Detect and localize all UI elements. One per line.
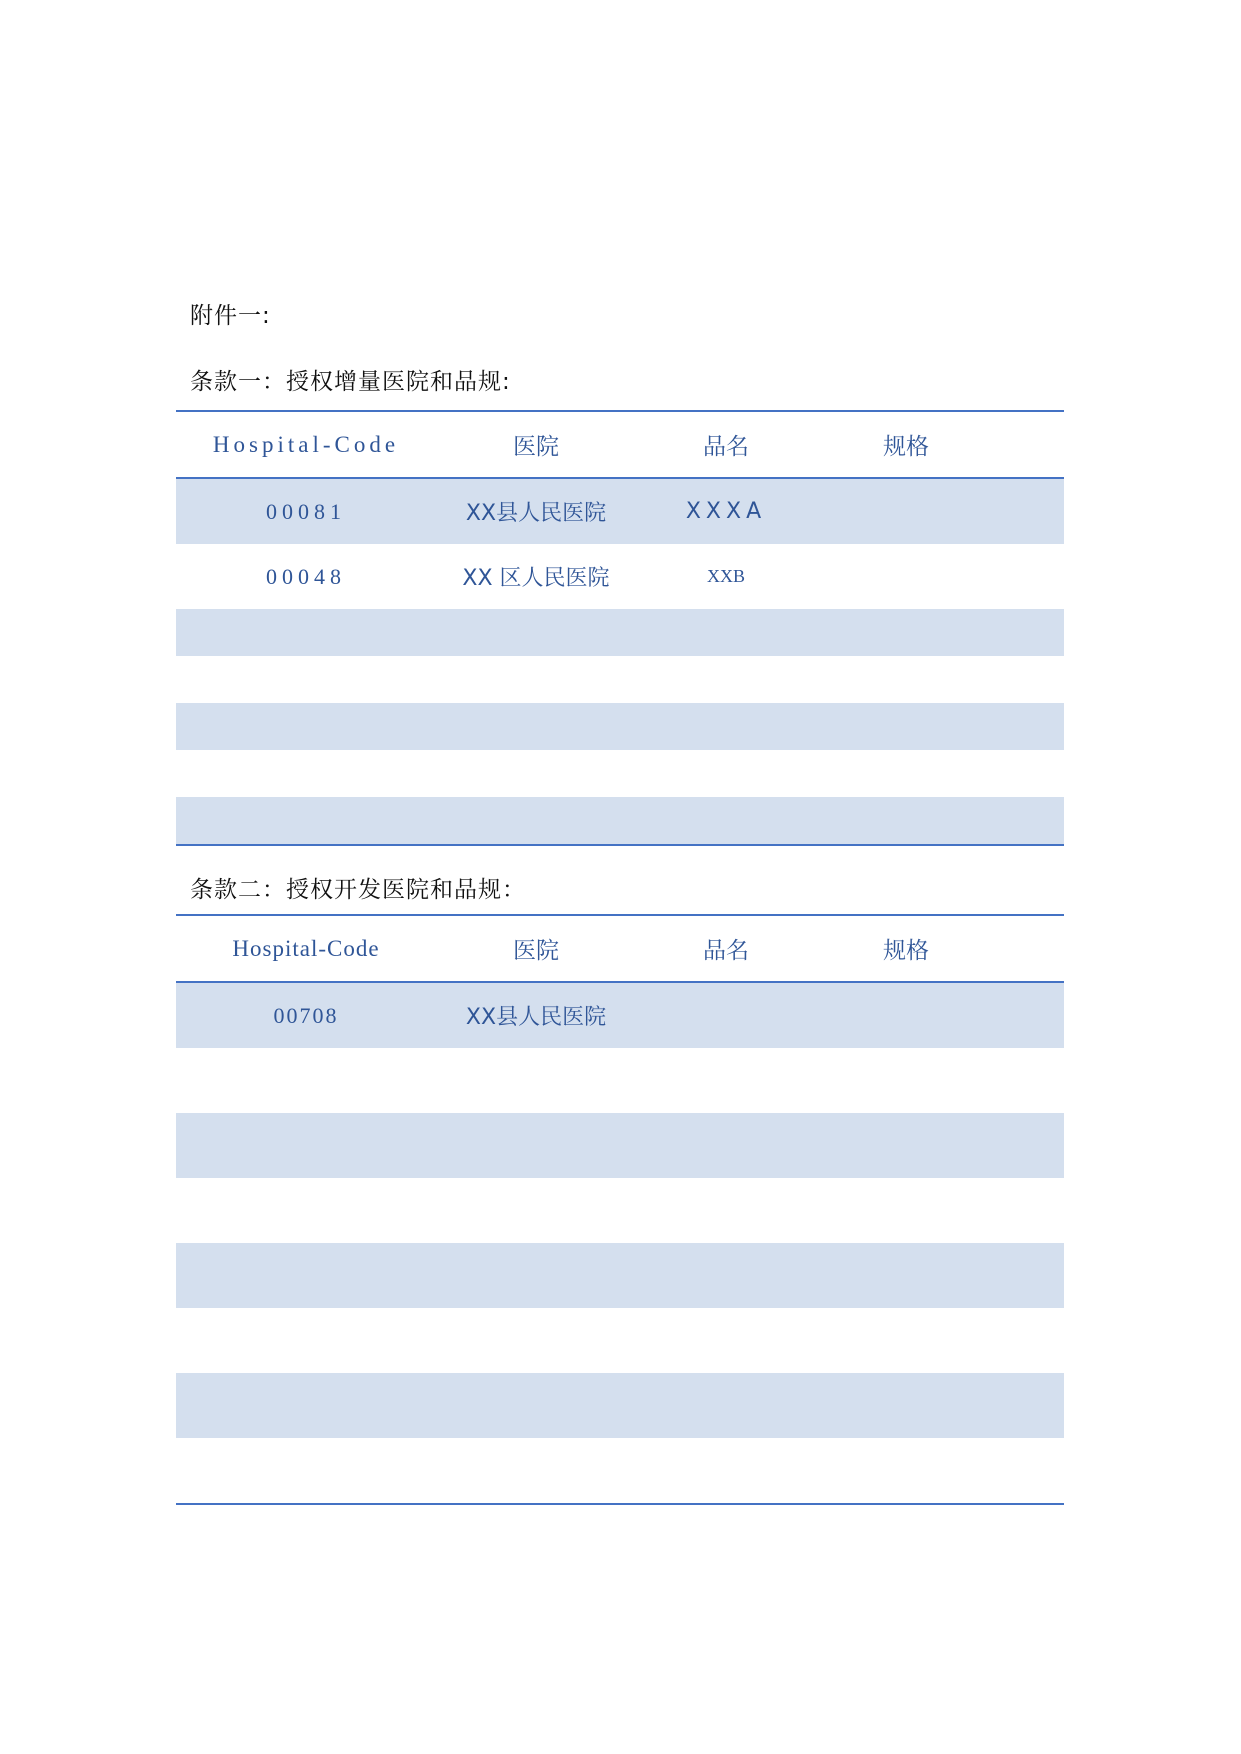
cell-product <box>636 1373 816 1438</box>
cell-spec <box>816 750 996 797</box>
cell-product: XXXA <box>685 499 767 524</box>
table-row <box>176 1113 1064 1178</box>
cell-code <box>176 1373 436 1438</box>
cell-code <box>176 656 436 703</box>
cell-product <box>636 1308 816 1373</box>
header-spec: 规格 <box>883 938 929 964</box>
cell-code <box>176 750 436 797</box>
header-hospital: 医院 <box>513 938 559 964</box>
table-row <box>176 544 1064 609</box>
cell-code <box>176 1308 436 1373</box>
cell-spec <box>816 1373 996 1438</box>
cell-product <box>636 1178 816 1243</box>
cell-hospital: XX县人民医院 <box>465 1005 607 1030</box>
clause1-table <box>176 410 1064 846</box>
cell-spec <box>816 609 996 656</box>
cell-hospital <box>436 609 636 656</box>
cell-code <box>176 609 436 656</box>
table-row <box>176 1373 1064 1438</box>
cell-hospital <box>436 1113 636 1178</box>
table-row <box>176 1438 1064 1503</box>
attachment-title: 附件一: <box>190 303 271 329</box>
header-hospital: 医院 <box>513 434 559 460</box>
cell-spec <box>816 797 996 844</box>
cell-spec <box>816 656 996 703</box>
table-row <box>176 656 1064 703</box>
cell-hospital <box>436 1048 636 1113</box>
clause2-table <box>176 914 1064 1505</box>
cell-hospital <box>436 750 636 797</box>
cell-code: 00708 <box>273 1002 339 1028</box>
cell-hospital <box>436 703 636 750</box>
table-row <box>176 750 1064 797</box>
cell-code <box>176 1243 436 1308</box>
table-row <box>176 1308 1064 1373</box>
cell-code: 00081 <box>266 498 346 524</box>
table-bottom-rule <box>176 1503 1064 1505</box>
cell-hospital <box>436 1178 636 1243</box>
cell-hospital <box>436 1308 636 1373</box>
cell-product <box>636 1243 816 1308</box>
clause1-title: 条款一：授权增量医院和品规: <box>190 369 511 395</box>
table-row <box>176 479 1064 544</box>
header-hospital-code: Hospital-Code <box>212 431 400 457</box>
header-product: 品名 <box>703 434 749 460</box>
cell-hospital <box>436 797 636 844</box>
cell-spec <box>816 1308 996 1373</box>
cell-product <box>636 1048 816 1113</box>
table-bottom-rule <box>176 844 1064 846</box>
cell-spec <box>816 1438 996 1503</box>
cell-code <box>176 1048 436 1113</box>
cell-spec <box>816 1113 996 1178</box>
table-header-row <box>176 916 1064 981</box>
cell-product <box>636 750 816 797</box>
cell-code <box>176 1113 436 1178</box>
cell-spec <box>816 1048 996 1113</box>
cell-product <box>636 1113 816 1178</box>
cell-hospital <box>436 1373 636 1438</box>
cell-product <box>636 983 816 1048</box>
cell-product <box>636 797 816 844</box>
cell-product <box>636 703 816 750</box>
table-row <box>176 1048 1064 1113</box>
table-header-row <box>176 412 1064 477</box>
header-spec: 规格 <box>883 434 929 460</box>
cell-code <box>176 1178 436 1243</box>
cell-hospital <box>436 1243 636 1308</box>
table-row <box>176 703 1064 750</box>
cell-hospital: XX县人民医院 <box>465 501 607 526</box>
cell-code <box>176 703 436 750</box>
cell-product <box>636 609 816 656</box>
cell-code <box>176 1438 436 1503</box>
cell-product <box>636 656 816 703</box>
cell-spec <box>816 703 996 750</box>
header-hospital-code: Hospital-Code <box>232 935 380 961</box>
cell-spec <box>816 544 996 609</box>
cell-spec <box>816 983 996 1048</box>
cell-spec <box>816 1178 996 1243</box>
cell-code <box>176 797 436 844</box>
table-row <box>176 1243 1064 1308</box>
table-row <box>176 1178 1064 1243</box>
cell-product <box>636 1438 816 1503</box>
cell-code: 00048 <box>266 563 346 589</box>
cell-hospital: XX 区人民医院 <box>462 566 610 591</box>
cell-spec <box>816 479 996 544</box>
table-row <box>176 797 1064 844</box>
cell-hospital <box>436 1438 636 1503</box>
header-product: 品名 <box>703 938 749 964</box>
clause2-title: 条款二：授权开发医院和品规： <box>190 877 526 903</box>
cell-product: XXB <box>706 566 745 586</box>
table-row <box>176 983 1064 1048</box>
cell-hospital <box>436 656 636 703</box>
table-row <box>176 609 1064 656</box>
cell-spec <box>816 1243 996 1308</box>
